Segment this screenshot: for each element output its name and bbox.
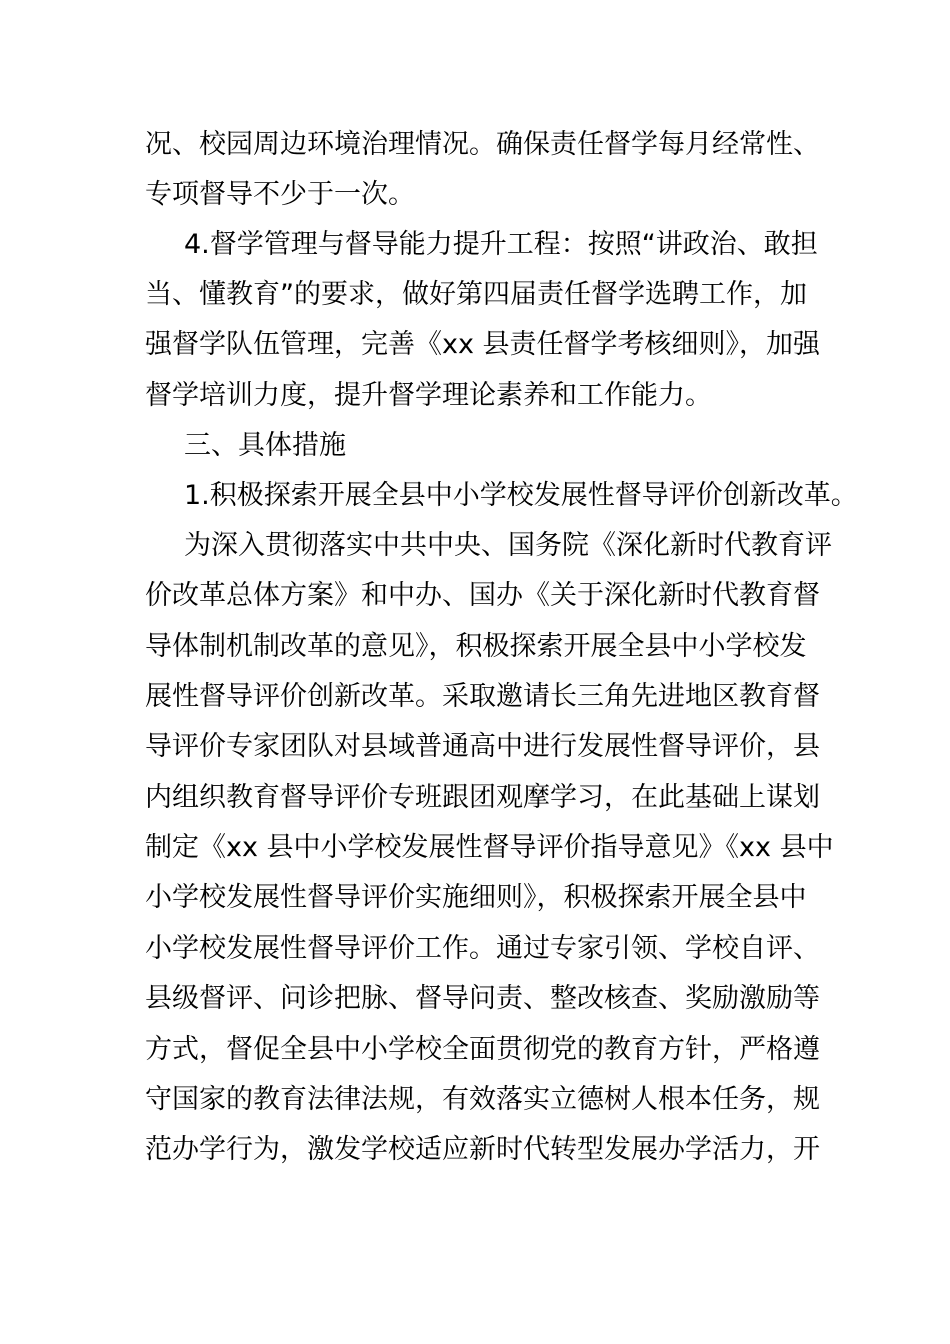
text-line: 专项督导不少于一次。 <box>145 179 415 210</box>
text-line: 况、校园周边环境治理情况。确保责任督学每月经常性、 <box>145 129 820 160</box>
text-line: 内组织教育督导评价专班跟团观摩学习，在此基础上谋划 <box>145 782 820 813</box>
text-line: 4.督学管理与督导能力提升工程：按照“讲政治、敢担 <box>184 229 818 260</box>
text-line: 小学校发展性督导评价工作。通过专家引领、学校自评、 <box>145 933 820 964</box>
text-line: 为深入贯彻落实中共中央、国务院《深化新时代教育评 <box>184 530 832 561</box>
section-heading: 三、具体措施 <box>184 430 346 461</box>
text-line: 价改革总体方案》和中办、国办《关于深化新时代教育督 <box>145 580 820 611</box>
subsection-heading: 1.积极探索开展全县中小学校发展性督导评价创新改革。 <box>184 480 858 511</box>
text-line: 制定《xx 县中小学校发展性督导评价指导意见》《xx 县中 <box>145 832 834 863</box>
text-line: 导体制机制改革的意见》，积极探索开展全县中小学校发 <box>145 631 807 662</box>
text-line: 范办学行为，激发学校适应新时代转型发展办学活力，开 <box>145 1134 820 1165</box>
text-line: 当、懂教育”的要求，做好第四届责任督学选聘工作，加 <box>145 279 807 310</box>
text-line: 督学培训力度，提升督学理论素养和工作能力。 <box>145 380 712 411</box>
text-line: 县级督评、问诊把脉、督导问责、整改核查、奖励激励等 <box>145 983 820 1014</box>
text-line: 方式，督促全县中小学校全面贯彻党的教育方针，严格遵 <box>145 1034 820 1065</box>
text-line: 展性督导评价创新改革。采取邀请长三角先进地区教育督 <box>145 681 820 712</box>
text-line: 守国家的教育法律法规，有效落实立德树人根本任务，规 <box>145 1084 820 1115</box>
text-line: 小学校发展性督导评价实施细则》，积极探索开展全县中 <box>145 882 807 913</box>
text-line: 导评价专家团队对县域普通高中进行发展性督导评价，县 <box>145 731 820 762</box>
text-line: 强督学队伍管理，完善《xx 县责任督学考核细则》，加强 <box>145 329 821 360</box>
